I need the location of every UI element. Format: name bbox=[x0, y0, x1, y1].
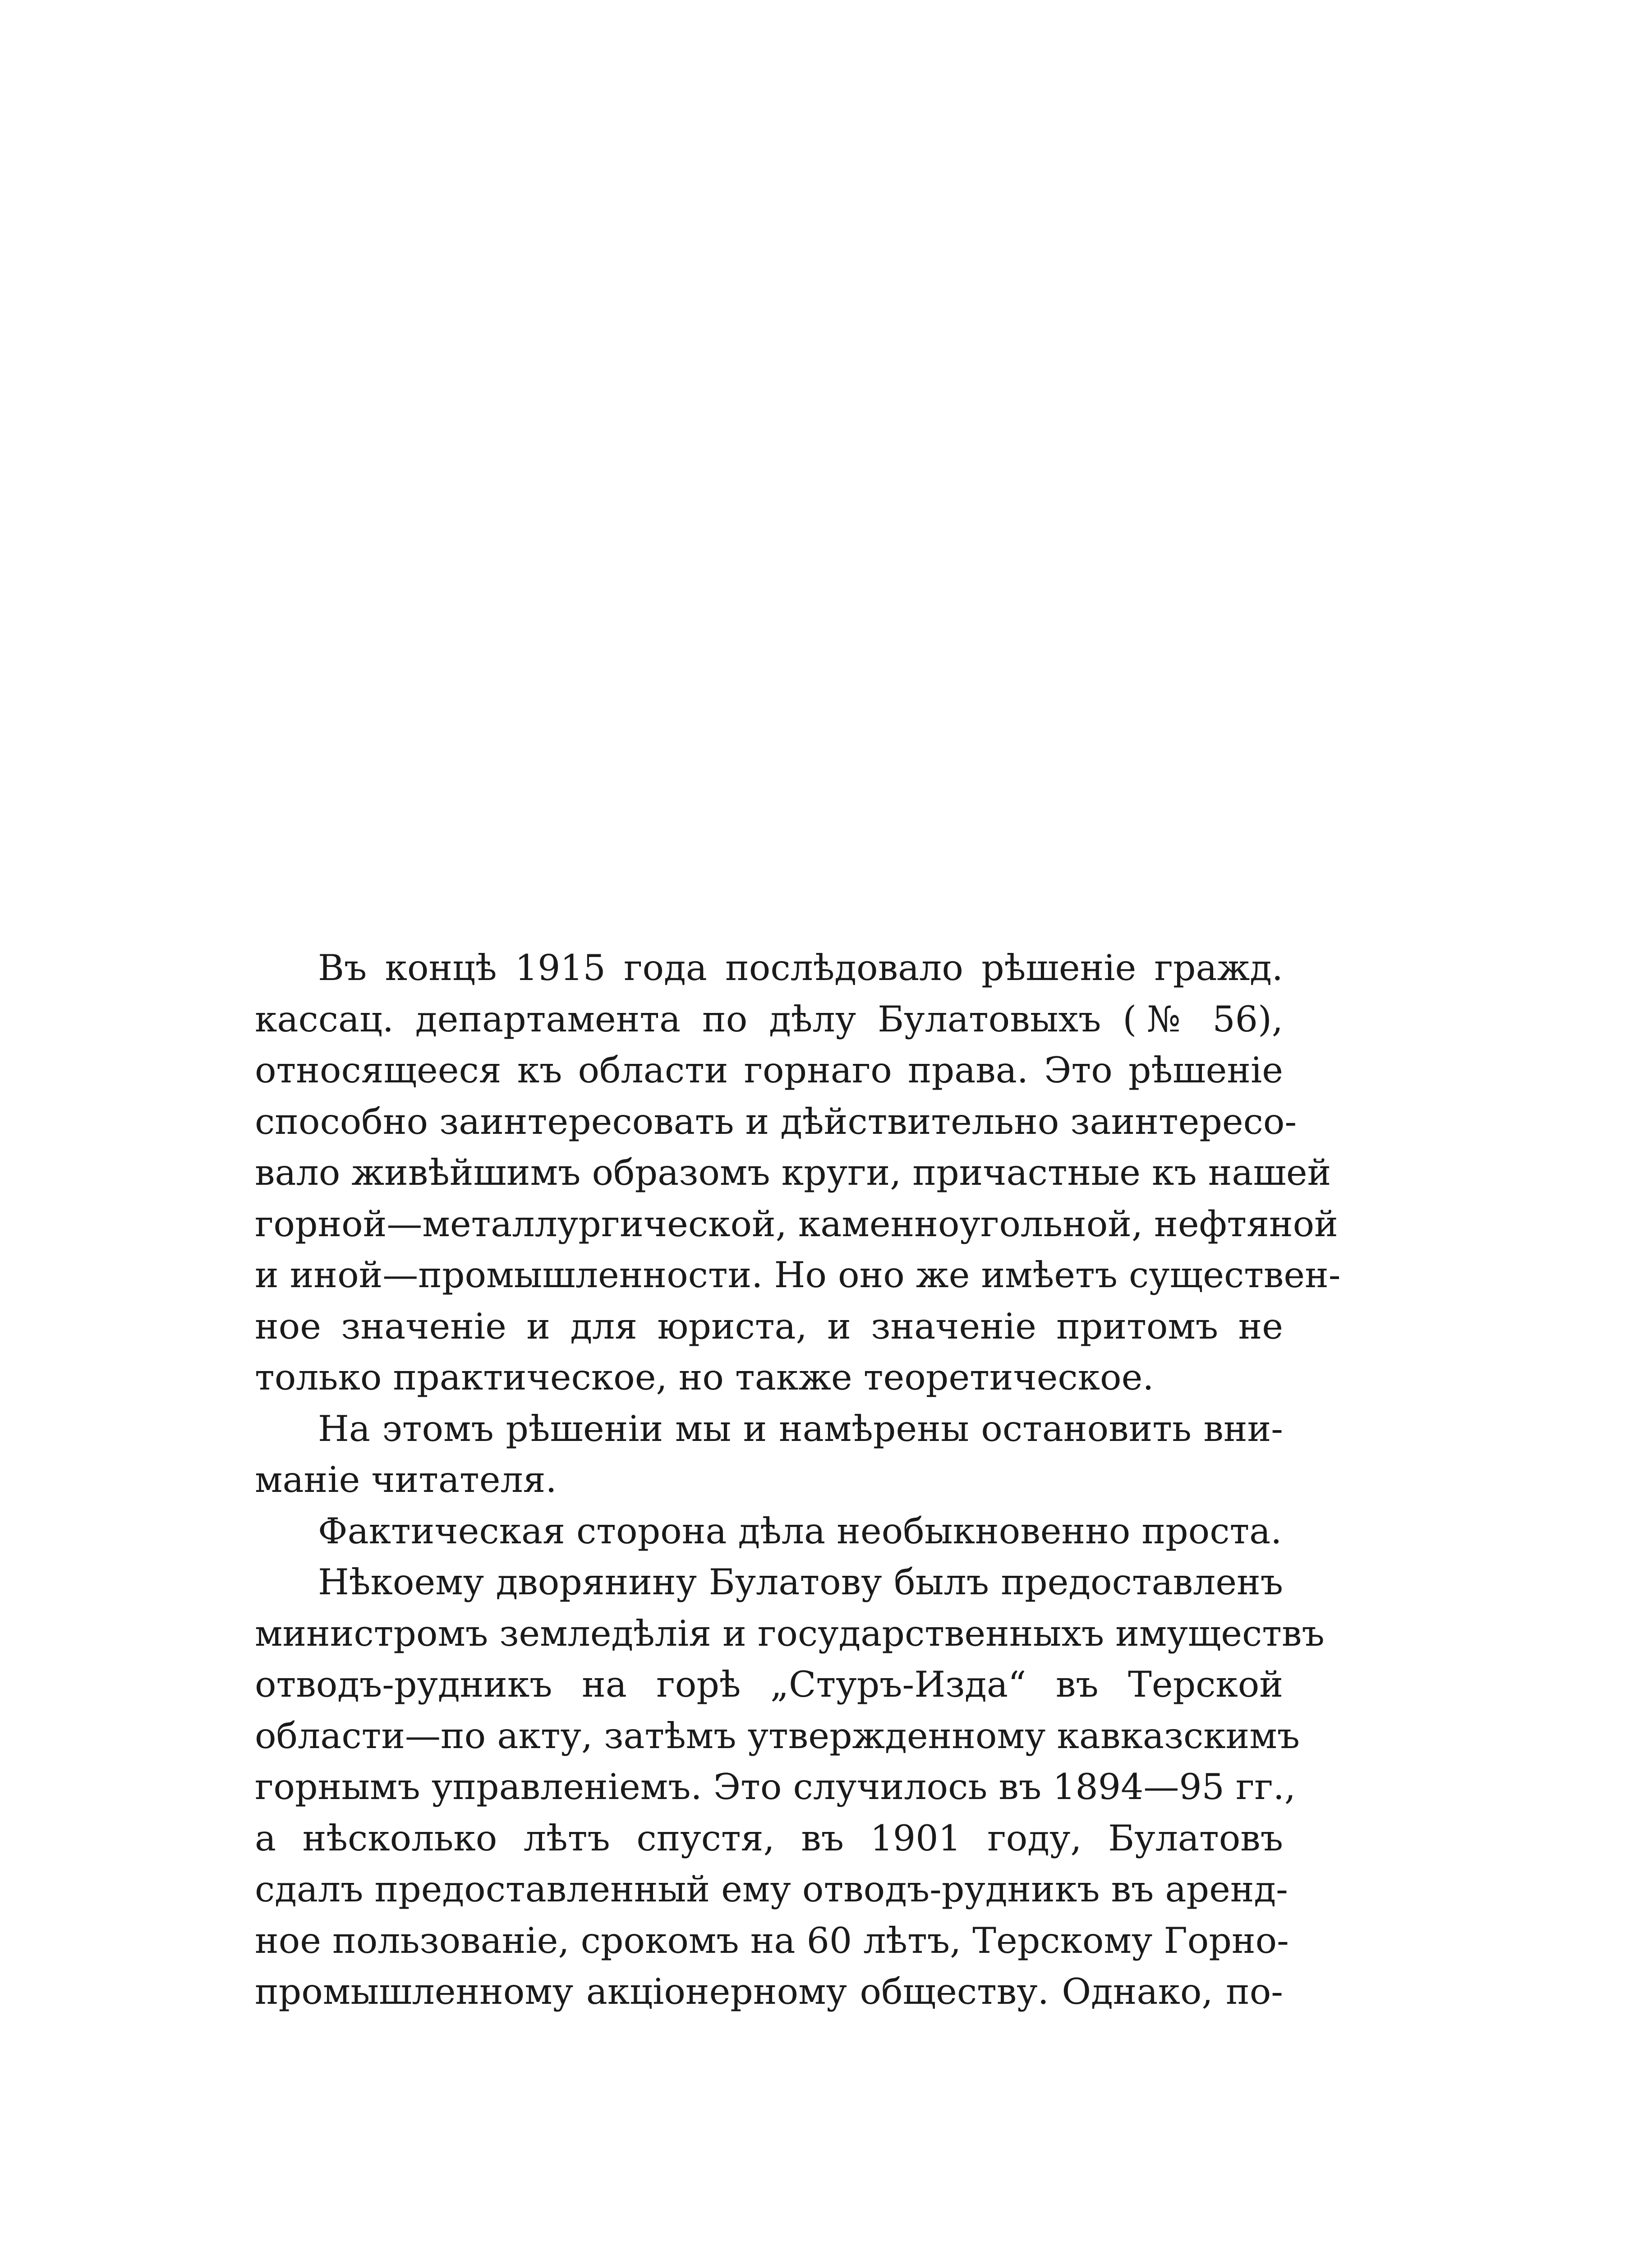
text-line: и иной—промышленности. Но оно же имѣетъ существен- bbox=[255, 1254, 1341, 1296]
text-line: кассац. департамента по дѣлу Булатовыхъ (№ 56), bbox=[255, 998, 1283, 1040]
text-line: горной—металлургической, каменноугольной, нефтяной bbox=[255, 1203, 1338, 1245]
text-line: министромъ земледѣлія и государственныхъ имуществъ bbox=[255, 1612, 1325, 1654]
text-line: а нѣсколько лѣтъ спустя, въ 1901 году, Булатовъ bbox=[255, 1817, 1283, 1859]
text-line: относящееся къ области горнаго права. Это рѣшеніе bbox=[255, 1049, 1283, 1091]
text-line: области—по акту, затѣмъ утвержденному кавказскимъ bbox=[255, 1715, 1300, 1757]
text-line: способно заинтересовать и дѣйствительно заинтересо- bbox=[255, 1100, 1297, 1142]
text-line: промышленному акціонерному обществу. Однако, по- bbox=[255, 1971, 1283, 2012]
text-line: Нѣкоему дворянину Булатову былъ предоставленъ bbox=[318, 1561, 1283, 1603]
text-line: На этомъ рѣшеніи мы и намѣрены остановить вни- bbox=[318, 1408, 1283, 1450]
text-line: ное пользованіе, срокомъ на 60 лѣтъ, Терскому Горно- bbox=[255, 1919, 1289, 1961]
text-line: Въ концѣ 1915 года послѣдовало рѣшеніе гражд. bbox=[318, 947, 1283, 989]
text-line: вало живѣйшимъ образомъ круги, причастные къ нашей bbox=[255, 1152, 1331, 1193]
text-line: горнымъ управленіемъ. Это случилось въ 1894—95 гг., bbox=[255, 1766, 1296, 1808]
text-line: сдалъ предоставленный ему отводъ-рудникъ въ аренд- bbox=[255, 1868, 1288, 1910]
text-line: маніе читателя. bbox=[255, 1459, 557, 1500]
body-text bbox=[255, 943, 1341, 2018]
text-line: только практическое, но также теоретическое. bbox=[255, 1357, 1154, 1398]
text-line: отводъ-рудникъ на горѣ „Стуръ-Изда“ въ Терской bbox=[255, 1664, 1283, 1705]
text-line: ное значеніе и для юриста, и значеніе притомъ не bbox=[255, 1305, 1283, 1347]
text-line: Фактическая сторона дѣла необыкновенно проста. bbox=[318, 1510, 1282, 1552]
